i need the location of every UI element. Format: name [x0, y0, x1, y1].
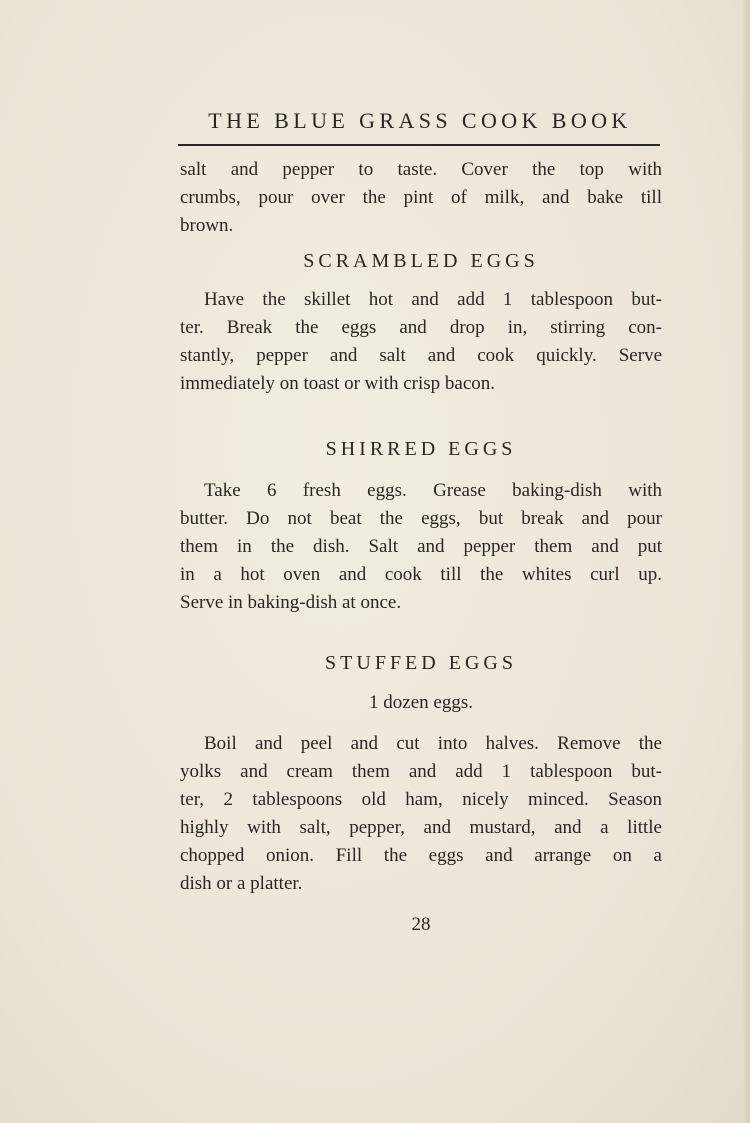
header-rule: [178, 144, 660, 146]
text-line: them in the dish. Salt and pepper them and put: [180, 536, 662, 557]
text-line: dish or a platter.: [180, 873, 303, 894]
text-line: salt and pepper to taste. Cover the top with: [180, 159, 662, 180]
text-line: chopped onion. Fill the eggs and arrange on a: [180, 845, 662, 866]
text-line: highly with salt, pepper, and mustard, and a little: [180, 817, 662, 838]
page-edge: [742, 0, 750, 1123]
recipe-title-scrambled-eggs: SCRAMBLED EGGS: [303, 250, 539, 272]
text-line: in a hot oven and cook till the whites curl up.: [180, 564, 662, 585]
text-line: Boil and peel and cut into halves. Remove the: [204, 733, 662, 754]
text-line: stantly, pepper and salt and cook quickly. Serve: [180, 345, 662, 366]
running-header: THE BLUE GRASS COOK BOOK: [208, 108, 632, 133]
continued-paragraph: [180, 156, 662, 240]
page-number: 28: [411, 914, 431, 935]
recipe-body-shirred-eggs: [180, 477, 662, 617]
text-line: Have the skillet hot and add 1 tablespoon but-: [204, 289, 662, 310]
text-line: ter. Break the eggs and drop in, stirring con-: [180, 317, 662, 338]
text-line: brown.: [180, 215, 234, 236]
text-line: butter. Do not beat the eggs, but break and pour: [180, 508, 662, 529]
text-line: Take 6 fresh eggs. Grease baking-dish with: [204, 480, 662, 501]
recipe-title-shirred-eggs: SHIRRED EGGS: [325, 438, 517, 460]
text-line: yolks and cream them and add 1 tablespoon but-: [180, 761, 662, 782]
text-line: crumbs, pour over the pint of milk, and bake till: [180, 187, 662, 208]
text-line: ter, 2 tablespoons old ham, nicely minced. Season: [180, 789, 662, 810]
text-line: immediately on toast or with crisp bacon.: [180, 373, 496, 394]
text-line: Serve in baking-dish at once.: [180, 592, 402, 613]
recipe-body-stuffed-eggs: [180, 730, 662, 898]
recipe-body-scrambled-eggs: [180, 286, 662, 398]
recipe-title-stuffed-eggs: STUFFED EGGS: [325, 652, 517, 674]
ingredient-line: 1 dozen eggs.: [369, 692, 473, 713]
